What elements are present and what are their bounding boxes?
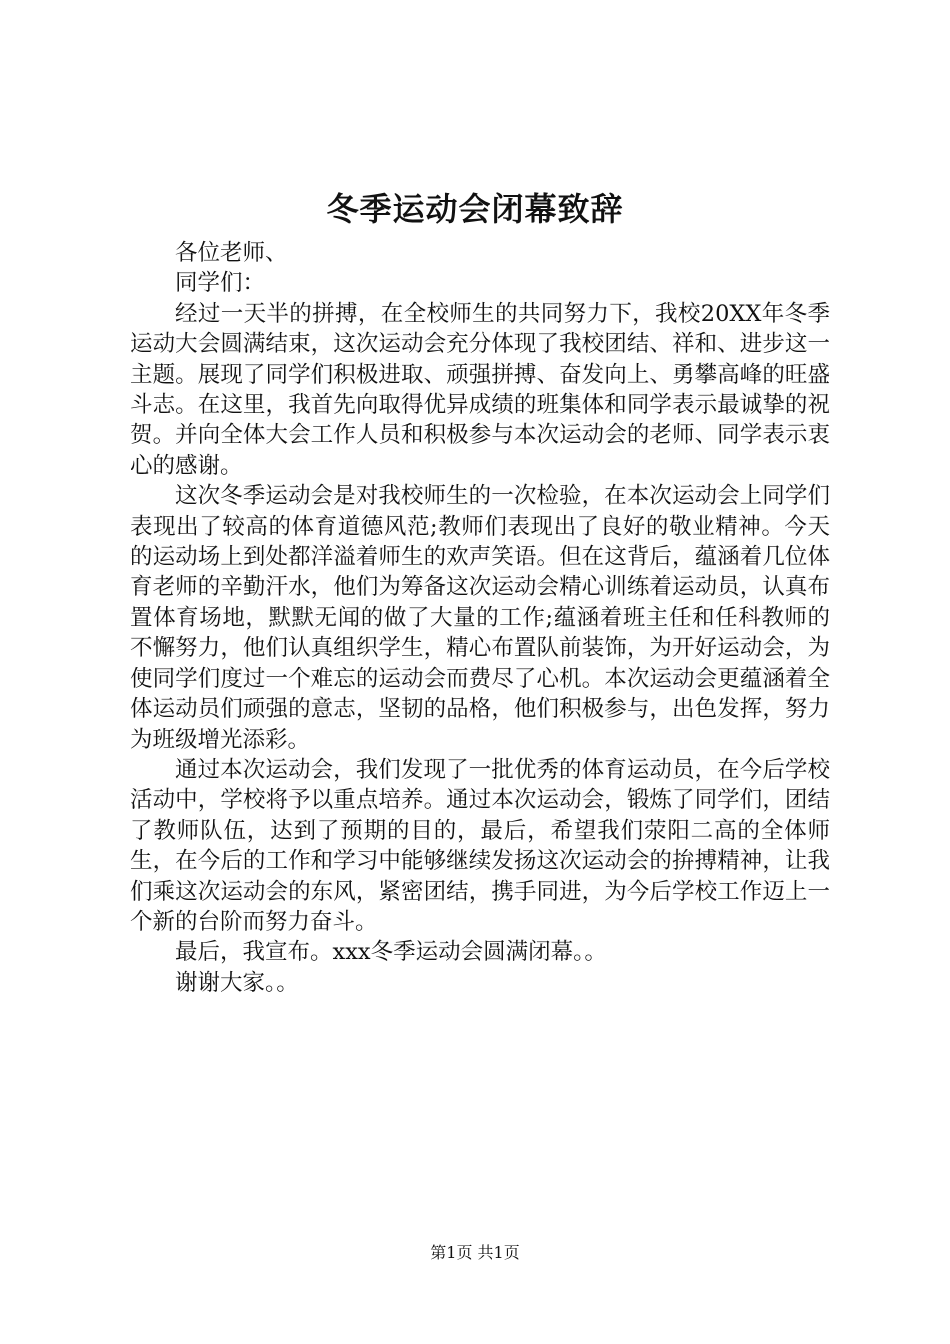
- paragraph-thanks: 这次冬季运动会是对我校师生的一次检验，在本次运动会上同学们表现出了较高的体育道德风范;教师们表现出了良好的敬业精神。今天的运动场上到处都洋溢着师生的欢声笑语。但在这背后，蕴涵着几位体育老师的辛勤汗水，他们为筹备这次运动会精心训练着运动员，认真布置体育场地，默默无闻的做了大量的工作;蕴涵着班主任和任科教师的不懈努力，他们认真组织学生，精心布置队前装饰，为开好运动会，为使同学们度过一个难忘的运动会而费尽了心机。本次运动会更蕴涵着全体运动员们顽强的意志，坚韧的品格，他们积极参与，出色发挥，努力为班级增光添彩。: [130, 483, 830, 753]
- salutation-teachers: 各位老师、: [175, 240, 288, 266]
- document-title: 冬季运动会闭幕致辞: [326, 190, 624, 228]
- paragraph-thank-you: 谢谢大家。。: [175, 969, 299, 996]
- document-body: [130, 238, 830, 998]
- page-footer: 第1页 共1页: [430, 1243, 520, 1262]
- paragraph-opening: 经过一天半的拼搏，在全校师生的共同努力下，我校20XX年冬季运动大会圆满结束，这次运动会充分体现了我校团结、祥和、进步这一主题。展现了同学们积极进取、顽强拼搏、奋发向上、勇攀高峰的旺盛斗志。在这里，我首先向取得优异成绩的班集体和同学表示最诚挚的祝贺。并向全体大会工作人员和积极参与本次运动会的老师、同学表示衷心的感谢。: [130, 300, 830, 479]
- salutation-students: 同学们：: [175, 270, 266, 297]
- paragraph-outlook: 通过本次运动会，我们发现了一批优秀的体育运动员，在今后学校活动中，学校将予以重点培养。通过本次运动会，锻炼了同学们，团结了教师队伍，达到了预期的目的，最后，希望我们荥阳二高的全体师生，在今后的工作和学习中能够继续发扬这次运动会的拚搏精神，让我们乘这次运动会的东风，紧密团结，携手同进，为今后学校工作迈上一个新的台阶而努力奋斗。: [130, 756, 830, 935]
- paragraph-closing-announcement: 最后，我宣布。xxx冬季运动会圆满闭幕。。: [175, 939, 607, 966]
